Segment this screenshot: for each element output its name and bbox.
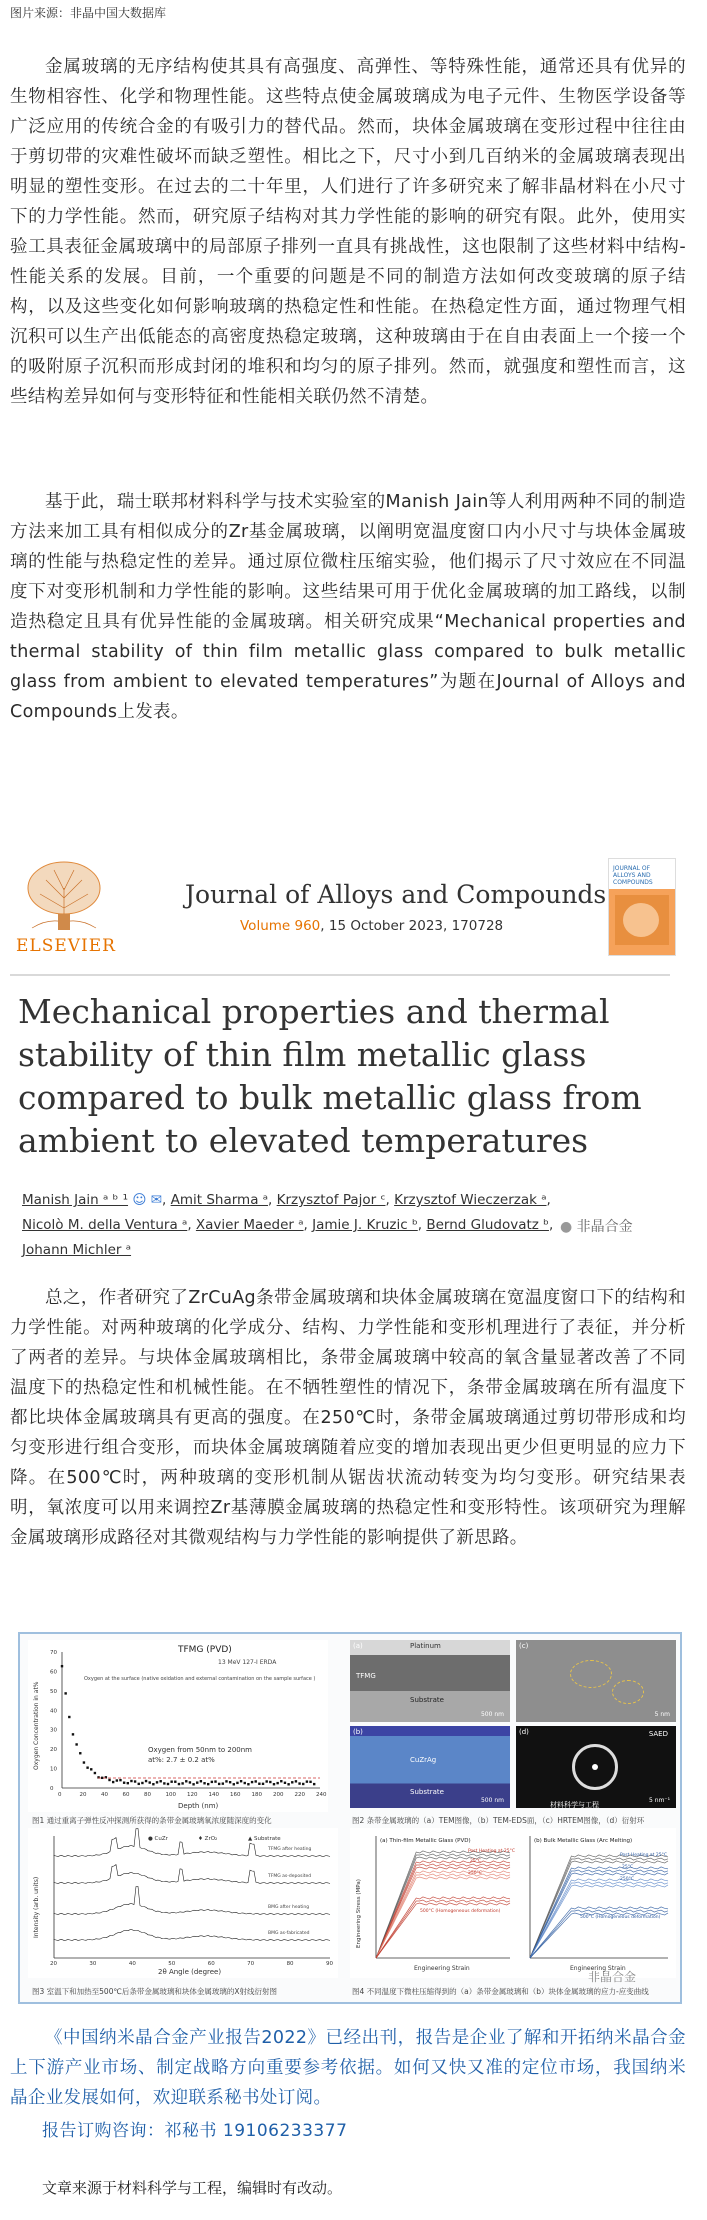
data-point [214, 1780, 216, 1782]
data-point [236, 1782, 238, 1784]
plot-a-xlabel: Depth (nm) [178, 1802, 219, 1810]
cover-title: JOURNAL OF ALLOYS AND COMPOUNDS [613, 865, 653, 886]
data-point [207, 1783, 209, 1785]
data-point [262, 1783, 264, 1785]
author-link[interactable]: Johann Michler ᵃ [22, 1242, 132, 1258]
data-point [94, 1772, 96, 1774]
data-point [72, 1733, 74, 1735]
ss-xlabel-right: Engineering Strain [570, 1965, 626, 1972]
data-point [192, 1783, 194, 1785]
data-point [116, 1779, 118, 1781]
x-tick-label: 180 [251, 1792, 262, 1798]
plot-a-title: TFMG (PVD) [178, 1645, 232, 1655]
ss-xlabel-left: Engineering Strain [414, 1965, 470, 1972]
data-point [174, 1781, 176, 1783]
person-icon[interactable]: ☺ [132, 1192, 147, 1208]
author-link[interactable]: Amit Sharma ᵃ [170, 1192, 269, 1208]
x-tick-label: 20 [79, 1792, 87, 1798]
caption-fig4: 图4 不同温度下微柱压缩得到的（a）条带金属玻璃和（b）块体金属玻璃的应力-应变曲线 [352, 1987, 649, 1996]
paragraph-report-promo[interactable]: 《中国纳米晶合金产业报告2022》已经出刊，报告是企业了解和开拓纳米晶合金上下游产业市场、制定战略方向重要参考依据。如何又快又准的定位市场，我国纳米晶企业发展如何，欢迎联系秘书处订阅。 [10, 2028, 686, 2108]
data-point [211, 1781, 213, 1783]
xrd-legend-item: ♦ ZrO₂ [198, 1836, 218, 1842]
data-point [233, 1783, 235, 1785]
data-point [64, 1692, 66, 1694]
plot-a-note3: at%: 2.7 ± 0.2 at% [148, 1756, 215, 1764]
data-point [218, 1783, 220, 1785]
data-point [302, 1783, 304, 1785]
data-point [265, 1780, 267, 1782]
author-line-1: Manish Jain ᵃ ᵇ ¹ ☺ ✉, Amit Sharma ᵃ, Krzysztof Pajor ᶜ, Krzysztof Wieczerzak ᵃ, [22, 1192, 551, 1208]
data-point [203, 1782, 205, 1784]
data-point [108, 1779, 110, 1781]
data-point [90, 1768, 92, 1770]
elsevier-wordmark: ELSEVIER [16, 936, 116, 956]
data-point [295, 1780, 297, 1782]
curve-label: 25°C [622, 1865, 634, 1870]
data-point [251, 1781, 253, 1783]
watermark-2: 材料科学与工程 [550, 1801, 599, 1809]
curve-label: 250°C [468, 1871, 482, 1876]
xrd-x-tick: 20 [50, 1961, 57, 1967]
watermark-3: 非晶合金 [588, 1970, 637, 1984]
caption-fig2: 图2 条带金属玻璃的（a）TEM图像，（b）TEM-EDS面，（c）HRTEM图像，（d）衍射环 [352, 1816, 645, 1825]
data-point [86, 1766, 88, 1768]
xrd-x-tick: 70 [247, 1961, 255, 1967]
tem-image-d: (d) SAED 5 nm⁻¹ [516, 1726, 676, 1808]
paragraph-conclusion: 总之，作者研究了ZrCuAg条带金属玻璃和块体金属玻璃在宽温度窗口下的结构和力学性能。对两种玻璃的化学成分、结构、力学性能和变形机理进行了表征，并分析了两者的差异。与块体金属玻璃相比，条带金属玻璃中较高的氧含量显著改善了不同温度下的热稳定性和机械性能。在不牺牲塑性的情况下，条带金属玻璃在所有温度下都比块体金属玻璃具有更高的强度。在250℃时，条带金属玻璃通过剪切带形成和均匀变形进行组合变形，而块体金属玻璃随着应变的增加表现出更少但更明显的应力下降。在500℃时，两种玻璃的变形机制从锯齿状流动转变为均匀变形。研究结果表明，氧浓度可以用来调控Zr基薄膜金属玻璃的热稳定性和变形特性。该项研究为理解金属玻璃形成路径对其微观结构与力学性能的影响提供了新思路。 [10, 1288, 686, 1548]
author-link[interactable]: Manish Jain ᵃ ᵇ ¹ [22, 1192, 129, 1208]
data-point [269, 1781, 271, 1783]
data-point [163, 1782, 165, 1784]
data-point [196, 1781, 198, 1783]
author-link[interactable]: Bernd Gludovatz ᵇ [426, 1217, 549, 1233]
curve-label: 250°C [620, 1877, 634, 1882]
article-title: Mechanical properties and thermal stability of thin film metallic glass compared to bulk metallic glass from ambient to elevated temperatures [18, 992, 642, 1160]
image-source-line: 图片来源：非晶中国大数据库 [10, 6, 167, 20]
oxygen-depth-plot [28, 1640, 328, 1812]
x-tick-label: 160 [230, 1792, 241, 1798]
xrd-x-tick: 80 [286, 1961, 294, 1967]
data-point [287, 1783, 289, 1785]
xrd-x-tick: 90 [326, 1961, 333, 1967]
xrd-legend-item: ▲ Substrate [248, 1836, 281, 1842]
author-link[interactable]: Krzysztof Pajor ᶜ [276, 1192, 386, 1208]
data-point [284, 1782, 286, 1784]
data-point [255, 1780, 257, 1782]
journal-name[interactable]: Journal of Alloys and Compounds [185, 880, 607, 909]
journal-cover-thumbnail [608, 858, 676, 956]
xrd-x-tick: 40 [128, 1961, 136, 1967]
data-point [291, 1781, 293, 1783]
xrd-x-tick: 30 [89, 1961, 97, 1967]
xrd-plot [28, 1828, 338, 1978]
data-point [152, 1783, 154, 1785]
email-icon[interactable]: ✉ [150, 1192, 163, 1208]
data-point [141, 1782, 143, 1784]
plot-a-note2: Oxygen from 50nm to 200nm [148, 1746, 252, 1754]
xrd-xlabel: 2θ Angle (degree) [158, 1968, 222, 1976]
data-point [123, 1782, 125, 1784]
author-line-3 [22, 1238, 662, 1263]
xrd-ylabel: Intensity (arb. units) [33, 1876, 40, 1938]
x-tick-label: 140 [208, 1792, 219, 1798]
tem-image-a: (a) Platinum TFMG Substrate 500 nm [350, 1640, 510, 1722]
curve-label: 500°C (Homogeneous deformation) [420, 1909, 501, 1914]
caption-fig1: 图1 通过重离子弹性反冲探测所获得的条带金属玻璃氧浓度随深度的变化 [32, 1816, 272, 1825]
data-point [309, 1781, 311, 1783]
data-point [222, 1782, 224, 1784]
data-point [181, 1782, 183, 1784]
data-point [75, 1743, 77, 1745]
plot-a-note1: Oxygen at the surface (native oxidation and external contamination on the sample surface ) [84, 1676, 316, 1682]
data-point [61, 1665, 63, 1667]
xrd-trace-label: TFMG as-deposited [268, 1874, 312, 1879]
source-note: 文章来源于材料科学与工程，编辑时有改动。 [42, 2179, 343, 2197]
order-contact[interactable]: 报告订购咨询：祁秘书 19106233377 [42, 2121, 348, 2141]
y-tick-label: 60 [50, 1669, 57, 1676]
data-point [276, 1782, 278, 1784]
x-tick-label: 220 [294, 1792, 305, 1798]
data-point [229, 1781, 231, 1783]
paragraph-intro: 金属玻璃的无序结构使其具有高强度、高弹性、等特殊性能，通常还具有优异的生物相容性、化学和物理性能。这些特点使金属玻璃成为电子元件、生物医学设备等广泛应用的传统合金的有吸引力的替代品。然而，块体金属玻璃在变形过程中往往由于剪切带的灾难性破坏而缺乏塑性。相比之下，尺寸小到几百纳米的金属玻璃表现出明显的塑性变形。在过去的二十年里，人们进行了许多研究来了解非晶材料在小尺寸下的力学性能。然而，研究原子结构对其力学性能的影响的研究有限。此外，使用实验工具表征金属玻璃中的局部原子排列一直具有挑战性，这也限制了这些材料中结构-性能关系的发展。目前，一个重要的问题是不同的制造方法如何改变玻璃的原子结构，以及这些变化如何影响玻璃的热稳定性和性能。在热稳定性方面，通过物理气相沉积可以生产出低能态的高密度热稳定玻璃，这种玻璃由于在自由表面上一个接一个的吸附原子沉积而形成封闭的堆积和均匀的原子排列。然而，就强度和塑性而言，这些结构差异如何与变形特征和性能相关联仍然不清楚。 [10, 57, 686, 407]
x-tick-label: 60 [122, 1792, 130, 1798]
xrd-trace-label: BMG after heating [268, 1905, 310, 1910]
x-tick-label: 240 [316, 1792, 327, 1798]
data-point [119, 1779, 121, 1781]
y-tick-label: 10 [50, 1766, 57, 1773]
tem-image-c: (c) 5 nm [516, 1640, 676, 1722]
data-point [83, 1761, 85, 1763]
data-point [159, 1780, 161, 1782]
tem-image-panel [350, 1640, 676, 1810]
xrd-x-tick: 50 [168, 1961, 176, 1967]
stress-strain-plot [350, 1828, 676, 1978]
volume-date: , 15 October 2023, 170728 [320, 918, 504, 934]
data-point [68, 1716, 70, 1718]
x-tick-label: 120 [187, 1792, 198, 1798]
data-point [247, 1783, 249, 1785]
caption-fig3: 图3 室温下和加热至500℃后条带金属玻璃和块体金属玻璃的X射线衍射图 [32, 1987, 278, 1996]
xrd-legend-item: ● CuZr [148, 1836, 168, 1842]
curve-label: Post Heating at 25°C [468, 1849, 515, 1854]
y-tick-label: 0 [50, 1786, 54, 1792]
data-point [258, 1783, 260, 1785]
data-point [130, 1780, 132, 1782]
x-tick-label: 100 [165, 1792, 176, 1798]
data-point [306, 1780, 308, 1782]
data-point [273, 1783, 275, 1785]
watermark-1: ● 非晶合金 [560, 1219, 633, 1235]
data-point [240, 1780, 242, 1782]
figure-panel [18, 1632, 682, 2004]
curve-label: 25°C [470, 1859, 482, 1864]
paragraph-study: 基于此，瑞士联邦材料科学与技术实验室的Manish Jain等人利用两种不同的制造方法来加工具有相似成分的Zr基金属玻璃，以阐明宽温度窗口内小尺寸与块体金属玻璃的性能与热稳定性的差异。通过原位微柱压缩实验，他们揭示了尺寸效应在不同温度下对变形机制和力学性能的影响。这些结果可用于优化金属玻璃的加工路线，以制造热稳定且具有优异性能的金属玻璃。相关研究成果“Mechanical properties and thermal stability of thin film metallic glass compared to bulk metallic glass from ambient to elevated temperatures”为题在Journal of Alloys and Compounds上发表。 [10, 492, 686, 722]
curve-label: 500°C (Homogeneous deformation) [580, 1915, 661, 1920]
data-point [145, 1780, 147, 1782]
data-point [127, 1782, 129, 1784]
y-tick-label: 50 [50, 1688, 57, 1695]
data-point [200, 1780, 202, 1782]
y-tick-label: 70 [50, 1650, 57, 1656]
journal-volume [240, 918, 503, 934]
wechat-icon: ● [560, 1219, 573, 1235]
y-tick-label: 20 [50, 1747, 57, 1754]
xrd-x-tick: 60 [207, 1961, 215, 1967]
data-point [244, 1782, 246, 1784]
author-link[interactable]: Krzysztof Wieczerzak ᵃ [394, 1192, 547, 1208]
data-point [79, 1752, 81, 1754]
data-point [138, 1783, 140, 1785]
data-point [167, 1783, 169, 1785]
data-point [298, 1782, 300, 1784]
data-point [189, 1781, 191, 1783]
data-point [313, 1783, 315, 1785]
tem-image-b: (b) CuZrAg Substrate 500 nm [350, 1726, 510, 1808]
data-point [170, 1780, 172, 1782]
x-tick-label: 200 [273, 1792, 284, 1798]
journal-header [10, 858, 700, 973]
xrd-trace-label: BMG as-fabricated [268, 1931, 310, 1936]
data-point [112, 1781, 114, 1783]
volume-link[interactable]: Volume 960 [240, 918, 321, 934]
header-divider [10, 974, 670, 976]
data-point [149, 1781, 151, 1783]
data-point [178, 1783, 180, 1785]
ss-right-title: (b) Bulk Metallic Glass (Arc Melting) [534, 1838, 633, 1844]
curve-label: Post Heating at 25°C [620, 1853, 667, 1858]
data-point [156, 1781, 158, 1783]
author-link[interactable]: Jamie J. Kruzic ᵇ [312, 1217, 418, 1233]
data-point [225, 1780, 227, 1782]
data-point [185, 1780, 187, 1782]
plot-a-ylabel: Oxygen Concentration in at% [33, 1681, 40, 1770]
ss-ylabel: Engineering Stress (MPa) [356, 1879, 362, 1948]
author-line-2: Nicolò M. della Ventura ᵃ, Xavier Maeder ᵃ, Jamie J. Kruzic ᵇ, Bernd Gludovatz ᵇ, [22, 1217, 554, 1233]
y-tick-label: 30 [50, 1727, 57, 1734]
author-link[interactable]: Nicolò M. della Ventura ᵃ [22, 1217, 188, 1233]
ss-left-title: (a) Thin-film Metallic Glass (PVD) [380, 1838, 471, 1844]
y-tick-label: 40 [50, 1708, 57, 1715]
data-point [134, 1780, 136, 1782]
x-tick-label: 80 [144, 1792, 151, 1798]
x-tick-label: 40 [101, 1792, 108, 1798]
xrd-trace-label: TFMG after heating [268, 1847, 312, 1852]
x-tick-label: 0 [58, 1792, 62, 1798]
author-link[interactable]: Xavier Maeder ᵃ [195, 1217, 304, 1233]
data-point [280, 1780, 282, 1782]
plot-a-beam: 13 MeV 127-I ERDA [218, 1659, 277, 1666]
